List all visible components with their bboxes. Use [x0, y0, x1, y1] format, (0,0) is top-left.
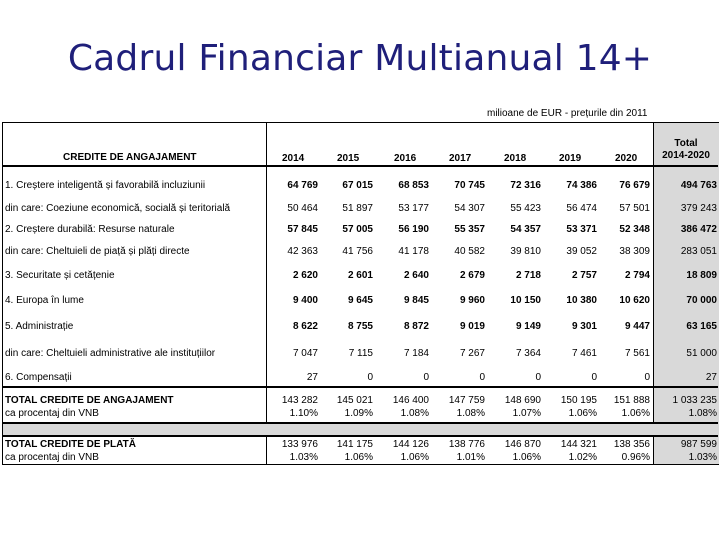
header-total-line1: Total — [674, 138, 698, 149]
cell-value: 1.03% — [289, 452, 318, 463]
row-label: din care: Cheltuieli administrative ale instituțiilor — [5, 348, 216, 359]
cell-value: 0 — [591, 372, 597, 383]
cell-value: 64 769 — [287, 180, 318, 191]
cell-value: 40 582 — [454, 246, 485, 257]
row-label: 5. Administrație — [5, 321, 74, 332]
cell-value: 9 149 — [515, 321, 541, 332]
cell-value: 0 — [535, 372, 541, 383]
cell-value: 2 679 — [459, 270, 485, 281]
cell-total: 987 599 — [680, 439, 717, 450]
cell-value: 54 307 — [454, 203, 485, 214]
cell-value: 0 — [367, 372, 373, 383]
cell-value: 1.06% — [568, 408, 597, 419]
cell-value: 53 371 — [566, 224, 597, 235]
cell-value: 68 853 — [398, 180, 429, 191]
cell-value: 7 364 — [515, 348, 541, 359]
cell-value: 27 — [306, 372, 318, 383]
cell-value: 141 175 — [336, 439, 373, 450]
header-year: 2017 — [449, 153, 472, 164]
cell-total: 386 472 — [680, 224, 717, 235]
cell-value: 1.08% — [456, 408, 485, 419]
cell-value: 55 357 — [454, 224, 485, 235]
cell-value: 1.08% — [400, 408, 429, 419]
cell-value: 42 363 — [287, 246, 318, 257]
cell-value: 7 461 — [571, 348, 597, 359]
cell-value: 50 464 — [287, 203, 318, 214]
cell-value: 2 757 — [571, 270, 597, 281]
cell-value: 70 745 — [454, 180, 485, 191]
section-gap — [3, 423, 718, 435]
row-label: ca procentaj din VNB — [5, 408, 99, 419]
cell-value: 1.02% — [568, 452, 597, 463]
cell-value: 2 640 — [403, 270, 429, 281]
row-label: ca procentaj din VNB — [5, 452, 99, 463]
cell-value: 39 810 — [510, 246, 541, 257]
cell-total: 283 051 — [680, 246, 717, 257]
row-label: din care: Cheltuieli de piață și plăți directe — [5, 246, 190, 257]
row-label: 4. Europa în lume — [5, 295, 84, 306]
cell-value: 147 759 — [448, 395, 485, 406]
cell-total: 1.08% — [688, 408, 717, 419]
cell-value: 9 960 — [459, 295, 485, 306]
cell-value: 1.06% — [400, 452, 429, 463]
cell-value: 0.96% — [621, 452, 650, 463]
cell-value: 52 348 — [619, 224, 650, 235]
cell-value: 10 150 — [510, 295, 541, 306]
row-label: TOTAL CREDITE DE ANGAJAMENT — [5, 395, 174, 406]
cell-total: 1.03% — [688, 452, 717, 463]
cell-value: 7 047 — [292, 348, 318, 359]
cell-total: 494 763 — [680, 180, 717, 191]
cell-value: 148 690 — [504, 395, 541, 406]
cell-value: 57 845 — [287, 224, 318, 235]
row-label: 1. Creștere inteligentă și favorabilă incluziunii — [5, 180, 206, 191]
row-divider — [3, 435, 718, 437]
header-total — [655, 138, 717, 162]
cell-value: 74 386 — [566, 180, 597, 191]
row-divider — [3, 422, 718, 424]
cell-total: 51 000 — [686, 348, 717, 359]
cell-value: 9 447 — [624, 321, 650, 332]
cell-value: 146 400 — [392, 395, 429, 406]
cell-value: 146 870 — [504, 439, 541, 450]
header-label: CREDITE DE ANGAJAMENT — [63, 152, 197, 163]
cell-value: 138 776 — [448, 439, 485, 450]
row-label: din care: Coeziune economică, socială și teritorială — [5, 203, 231, 214]
cell-value: 1.07% — [512, 408, 541, 419]
cell-value: 0 — [423, 372, 429, 383]
cell-value: 1.09% — [344, 408, 373, 419]
cell-value: 51 897 — [342, 203, 373, 214]
cell-value: 144 321 — [560, 439, 597, 450]
cell-value: 9 019 — [459, 321, 485, 332]
cell-value: 8 622 — [292, 321, 318, 332]
cell-value: 0 — [644, 372, 650, 383]
cell-value: 2 601 — [347, 270, 373, 281]
column-divider — [653, 123, 654, 464]
cell-value: 41 178 — [398, 246, 429, 257]
cell-value: 144 126 — [392, 439, 429, 450]
cell-value: 2 794 — [624, 270, 650, 281]
cell-value: 54 357 — [510, 224, 541, 235]
row-divider — [3, 386, 718, 388]
cell-value: 10 620 — [619, 295, 650, 306]
cell-value: 145 021 — [336, 395, 373, 406]
cell-total: 379 243 — [680, 203, 717, 214]
cell-value: 9 400 — [292, 295, 318, 306]
header-year: 2019 — [559, 153, 582, 164]
cell-total: 70 000 — [686, 295, 717, 306]
cell-value: 7 115 — [348, 348, 373, 359]
cell-value: 7 184 — [403, 348, 429, 359]
row-label: TOTAL CREDITE DE PLATĂ — [5, 439, 136, 450]
cell-value: 57 005 — [342, 224, 373, 235]
cell-value: 1.10% — [289, 408, 318, 419]
row-label: 3. Securitate și cetățenie — [5, 270, 115, 281]
cell-total: 27 — [705, 372, 717, 383]
cell-value: 1.06% — [621, 408, 650, 419]
cell-value: 76 679 — [619, 180, 650, 191]
cell-value: 9 845 — [403, 295, 429, 306]
cell-value: 38 309 — [619, 246, 650, 257]
cell-value: 9 645 — [347, 295, 373, 306]
cell-value: 1.06% — [344, 452, 373, 463]
row-label: 2. Creștere durabilă: Resurse naturale — [5, 224, 175, 235]
cell-value: 56 190 — [398, 224, 429, 235]
cell-value: 56 474 — [566, 203, 597, 214]
cell-value: 53 177 — [398, 203, 429, 214]
cell-total: 18 809 — [686, 270, 717, 281]
cell-value: 67 015 — [342, 180, 373, 191]
cell-value: 9 301 — [571, 321, 597, 332]
header-year: 2014 — [282, 153, 305, 164]
cell-total: 63 165 — [686, 321, 717, 332]
header-year: 2018 — [504, 153, 527, 164]
cell-value: 8 755 — [347, 321, 373, 332]
mff-table — [2, 122, 719, 465]
cell-value: 150 195 — [560, 395, 597, 406]
cell-total: 1 033 235 — [672, 395, 717, 406]
cell-value: 138 356 — [613, 439, 650, 450]
cell-value: 7 561 — [624, 348, 650, 359]
row-label: 6. Compensații — [5, 372, 72, 383]
cell-value: 151 888 — [613, 395, 650, 406]
unit-note: milioane de EUR - prețurile din 2011 — [487, 108, 648, 119]
cell-value: 133 976 — [281, 439, 318, 450]
cell-value: 39 052 — [566, 246, 597, 257]
header-year: 2020 — [615, 153, 638, 164]
cell-value: 7 267 — [459, 348, 485, 359]
page-title: Cadrul Financiar Multianual 14+ — [67, 38, 653, 79]
cell-value: 55 423 — [510, 203, 541, 214]
cell-value: 143 282 — [281, 395, 318, 406]
cell-value: 2 620 — [292, 270, 318, 281]
cell-value: 2 718 — [515, 270, 541, 281]
header-year: 2016 — [394, 153, 417, 164]
cell-value: 41 756 — [342, 246, 373, 257]
cell-value: 8 872 — [403, 321, 429, 332]
cell-value: 72 316 — [510, 180, 541, 191]
header-year: 2015 — [337, 153, 360, 164]
cell-value: 57 501 — [619, 203, 650, 214]
cell-value: 1.01% — [456, 452, 485, 463]
cell-value: 1.06% — [512, 452, 541, 463]
header-total-line2: 2014-2020 — [662, 150, 710, 161]
header-divider — [3, 165, 718, 167]
cell-value: 10 380 — [566, 295, 597, 306]
cell-value: 0 — [479, 372, 485, 383]
